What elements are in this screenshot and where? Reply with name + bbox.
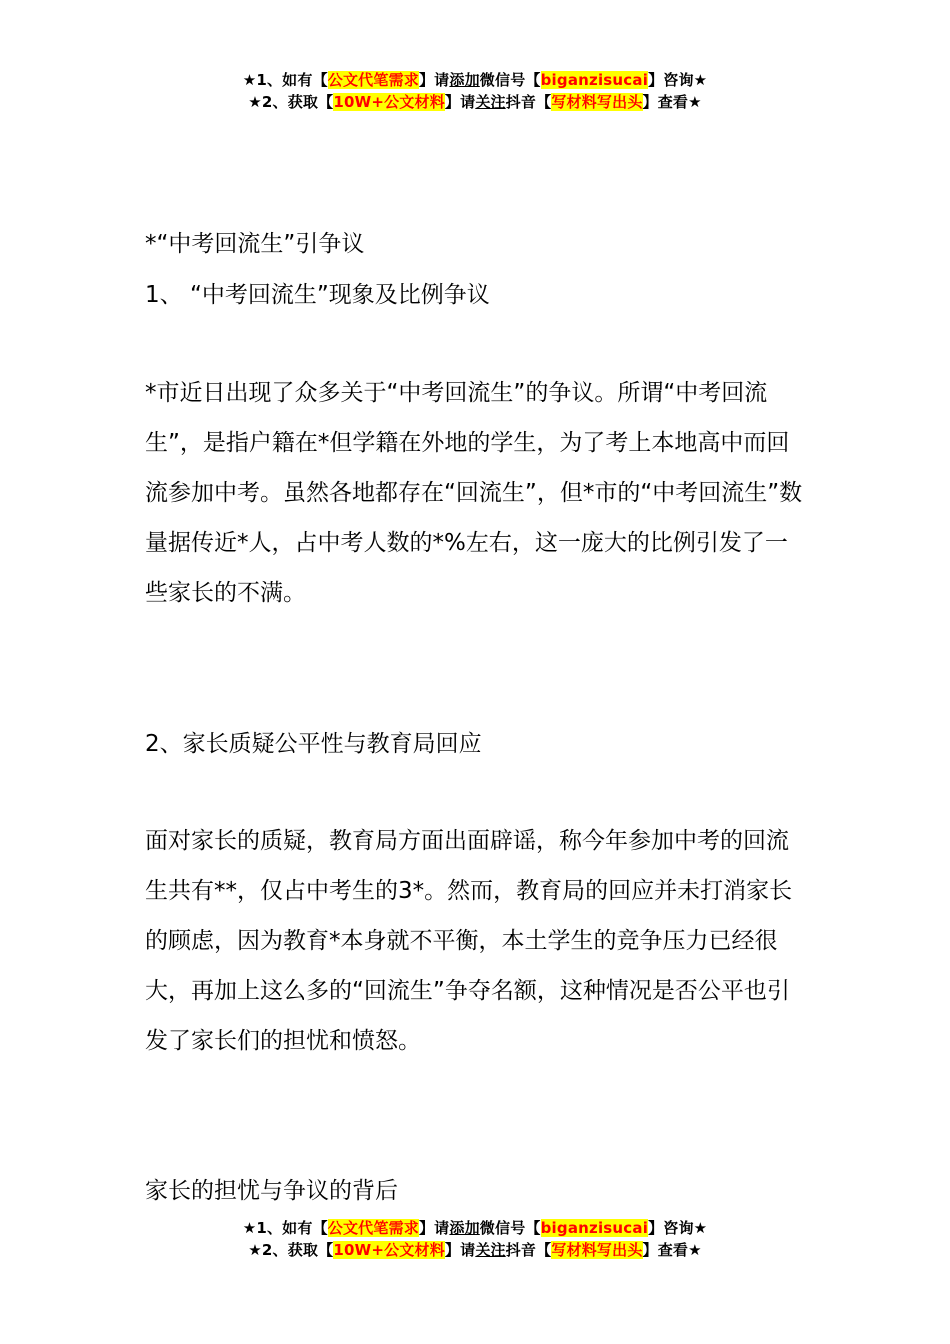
section-2-paragraph: 面对家长的质疑，教育局方面出面辟谣，称今年参加中考的回流生共有**，仅占中考生的3*。然而，教育局的回应并未打消家长的顾虑，因为教育*本身就不平衡，本土学生的竞争压力已经很大，再加上这么多的“回流生”争夺名额，这种情况是否公平也引发了家长们的担忧和愤怒。 (145, 828, 793, 1054)
banner-text: ★2、获取【 (248, 1241, 334, 1259)
banner-text: 抖音【 (505, 1241, 552, 1259)
highlight-materials: 10W+公文材料 (333, 93, 445, 111)
banner-text: 微信号【 (479, 1219, 541, 1237)
highlight-service: 公文代笔需求 (327, 71, 419, 89)
highlight-service: 公文代笔需求 (327, 1219, 419, 1237)
banner-text: 抖音【 (505, 93, 552, 111)
header-banner (0, 69, 950, 113)
section-2-heading: 2、家长质疑公平性与教育局回应 (145, 731, 482, 757)
footer-banner (0, 1217, 950, 1261)
highlight-douyin-id: 写材料写出头 (551, 93, 643, 111)
banner-text: 】请 (418, 1219, 450, 1237)
banner-text: 】咨询★ (648, 71, 708, 89)
banner-line-1 (0, 1217, 950, 1239)
banner-text: 】查看★ (642, 93, 702, 111)
banner-text: 微信号【 (479, 71, 541, 89)
underlined-text: 添加 (449, 71, 480, 89)
banner-text: 】请 (444, 1241, 476, 1259)
highlight-wechat-id: biganzisucai (540, 71, 649, 89)
highlight-wechat-id: biganzisucai (540, 1219, 649, 1237)
underlined-text: 关注 (475, 1241, 506, 1259)
section-1-paragraph: *市近日出现了众多关于“中考回流生”的争议。所谓“中考回流生”，是指户籍在*但学籍在外地的学生，为了考上本地高中而回流参加中考。虽然各地都存在“回流生”，但*市的“中考回流生”数量据传近*人，占中考人数的*%左右，这一庞大的比例引发了一些家长的不满。 (145, 380, 803, 606)
document-title: *“中考回流生”引争议 (145, 231, 365, 257)
banner-line-1 (0, 69, 950, 91)
highlight-douyin-id: 写材料写出头 (551, 1241, 643, 1259)
banner-text: 】查看★ (642, 1241, 702, 1259)
banner-text: ★2、获取【 (248, 93, 334, 111)
banner-line-2 (0, 91, 950, 113)
banner-text: 】咨询★ (648, 1219, 708, 1237)
banner-text: ★1、如有【 (242, 1219, 328, 1237)
underlined-text: 关注 (475, 93, 506, 111)
section-3-heading: 家长的担忧与争议的背后 (145, 1178, 398, 1204)
banner-line-2 (0, 1239, 950, 1261)
section-1-heading: 1、 “中考回流生”现象及比例争议 (145, 282, 490, 308)
underlined-text: 添加 (449, 1219, 480, 1237)
banner-text: 】请 (418, 71, 450, 89)
banner-text: 】请 (444, 93, 476, 111)
banner-text: ★1、如有【 (242, 71, 328, 89)
highlight-materials: 10W+公文材料 (333, 1241, 445, 1259)
